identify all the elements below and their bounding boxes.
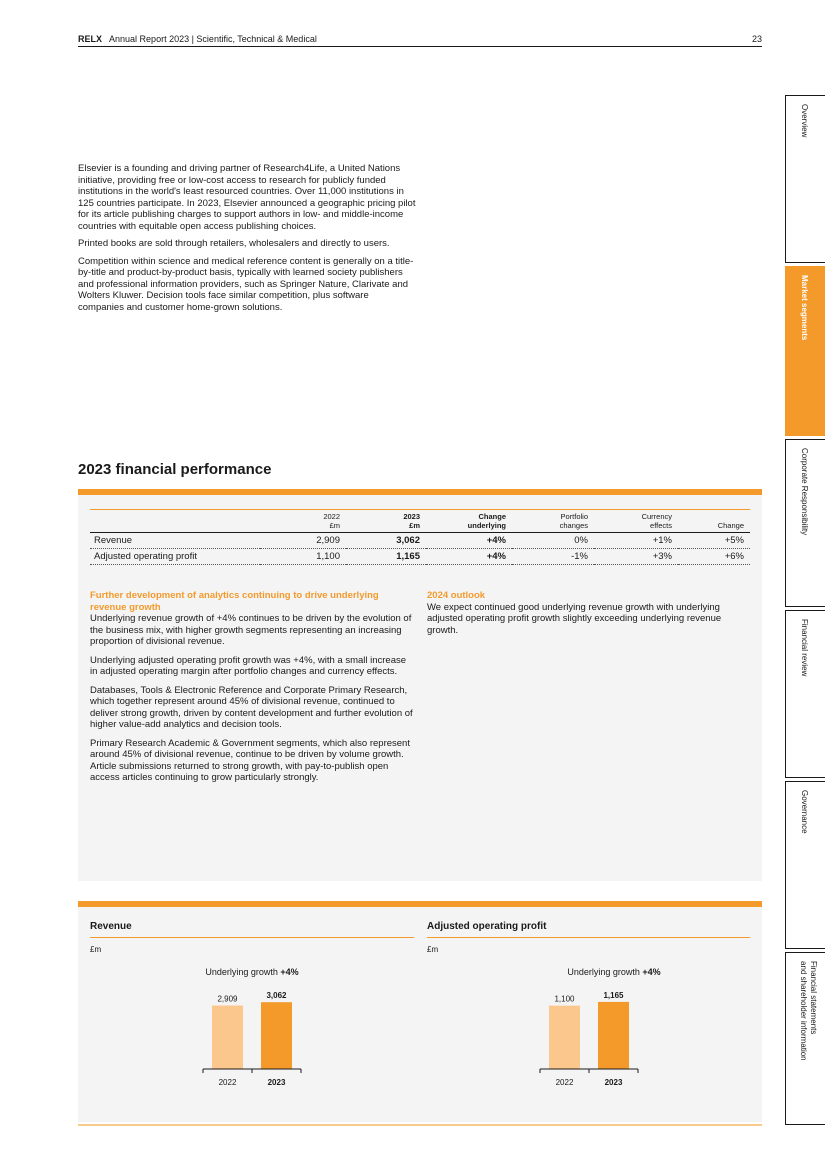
table-row [90,549,750,565]
footer-rule [78,1124,762,1126]
page-number: 23 [751,34,762,44]
outlook-paragraph: We expect continued good underlying revenue growth with underlying adjusted operating profit growth slightly exceeding underlying revenue growth. [427,601,722,636]
table-header-row [90,510,750,533]
data-label: 1,100 [554,994,575,1004]
data-label: 1,165 [603,990,624,1000]
row-label: Adjusted operating profit [90,549,260,565]
side-tab-governance[interactable] [785,781,825,949]
section-title: 2023 financial performance [78,461,272,478]
chart-title-profit: Adjusted operating profit [427,921,547,932]
side-tab-label: Overview [800,104,809,138]
intro-paragraph: Printed books are sold through retailers, wholesalers and directly to users. [78,238,390,249]
cell-change: +5% [678,533,750,549]
side-tab-label: Governance [800,790,809,834]
data-label: 2,909 [217,994,238,1004]
cell-underlying: +4% [426,549,512,565]
cell-2022: 2,909 [260,533,346,549]
tick-label: 2022 [555,1078,574,1087]
growth-annotation: Underlying growth +4% [567,967,661,977]
chart-unit: £m [90,945,102,954]
growth-annotation: Underlying growth +4% [205,967,299,977]
chart-unit: £m [427,945,439,954]
cell-portfolio: 0% [512,533,594,549]
report-title: Annual Report 2023 | Scientific, Technical & Medical [109,34,317,44]
outlook-heading: 2024 outlook [427,590,486,601]
cell-underlying: +4% [426,533,512,549]
analysis-paragraph: Databases, Tools & Electronic Reference and Corporate Primary Research, which together represent around 45% of divisional revenue, continued to deliver strong growth, driven by content development and further evolution of higher value-add analytics and decision tools. [90,684,413,730]
table-header-portfolio: Portfolio changes [512,510,594,533]
table-header-blank [90,510,260,533]
cell-portfolio: -1% [512,549,594,565]
side-tab-overview[interactable] [785,95,825,263]
tick-label: 2023 [604,1078,623,1087]
intro-paragraph: Competition within science and medical reference content is generally on a title-by-title and product-by-product basis, typically with learned society publishers and professional information providers, such as Springer Nature, Clarivate and Wolters Kluwer. Decision tools face similar competition, plus software companies and customer home-grown solutions. [78,255,414,313]
outlook-column [427,590,752,643]
brand-name: RELX [78,34,103,44]
table-header-change: Change [678,510,750,533]
side-tab-label: Financial statements and shareholder information [799,961,818,1061]
side-tab-label: Market segments [800,275,809,341]
analysis-paragraph: Primary Research Academic & Government segments, which also represent around 45% of divisional revenue, continue to be driven by volume growth. Article submissions returned to strong growth, with pay-to-publish open access articles continuing to grow particularly strongly. [90,737,410,783]
chart-title-revenue: Revenue [90,921,132,932]
side-tab-financial-review[interactable] [785,610,825,778]
cell-change: +6% [678,549,750,565]
data-label: 3,062 [266,991,287,1001]
tick-label: 2023 [267,1078,286,1087]
chart-rule [427,937,750,938]
table-header-currency: Currency effects [594,510,678,533]
analysis-column [90,590,414,791]
table-header-2022: 2022 £m [260,510,346,533]
tick-label: 2022 [218,1078,237,1087]
table-row [90,533,750,549]
chart-rule [90,937,414,938]
cell-currency: +3% [594,549,678,565]
side-tab-corporate-responsibility[interactable] [785,439,825,607]
cell-currency: +1% [594,533,678,549]
analysis-paragraph: Underlying revenue growth of +4% continues to be driven by the evolution of the business mix, with higher growth segments representing an increasing proportion of divisional revenue. [90,613,412,647]
cell-2023: 3,062 [346,533,426,549]
table-header-2023: 2023 £m [346,510,426,533]
analysis-paragraph: Underlying adjusted operating profit growth was +4%, with a small increase in adjusted operating margin after portfolio changes and currency effects. [90,654,407,677]
bar-2023 [261,1002,292,1069]
intro-paragraph: Elsevier is a founding and driving partner of Research4Life, a United Nations initiative, providing free or low-cost access to research for publicly funded institutions in the world's least resourced countries. Over 11,000 institutions in 125 countries participate. In 2023, Elsevier announced a geographic pricing pilot for its article publishing charges to support authors in low- and middle-income countries with equitable open access publishing choices. [78,163,416,232]
cell-2022: 1,100 [260,549,346,565]
side-tab-label: Corporate Responsibility [800,448,809,536]
header-rule [78,46,762,47]
side-tab-financial-statements[interactable] [785,952,825,1125]
profit-chart [517,985,661,1093]
page-header [78,33,762,47]
table-header-underlying: Change underlying [426,510,512,533]
revenue-chart [180,985,324,1093]
intro-text [78,163,416,319]
bar-2022 [212,1006,243,1069]
side-tab-label: Financial review [800,619,809,677]
row-label: Revenue [90,533,260,549]
analysis-heading: Further development of analytics continuing to drive underlying revenue growth [90,590,379,613]
financial-table [90,509,750,565]
cell-2023: 1,165 [346,549,426,565]
bar-2022 [549,1006,580,1069]
bar-2023 [598,1002,629,1069]
side-tab-market-segments[interactable] [785,266,825,436]
